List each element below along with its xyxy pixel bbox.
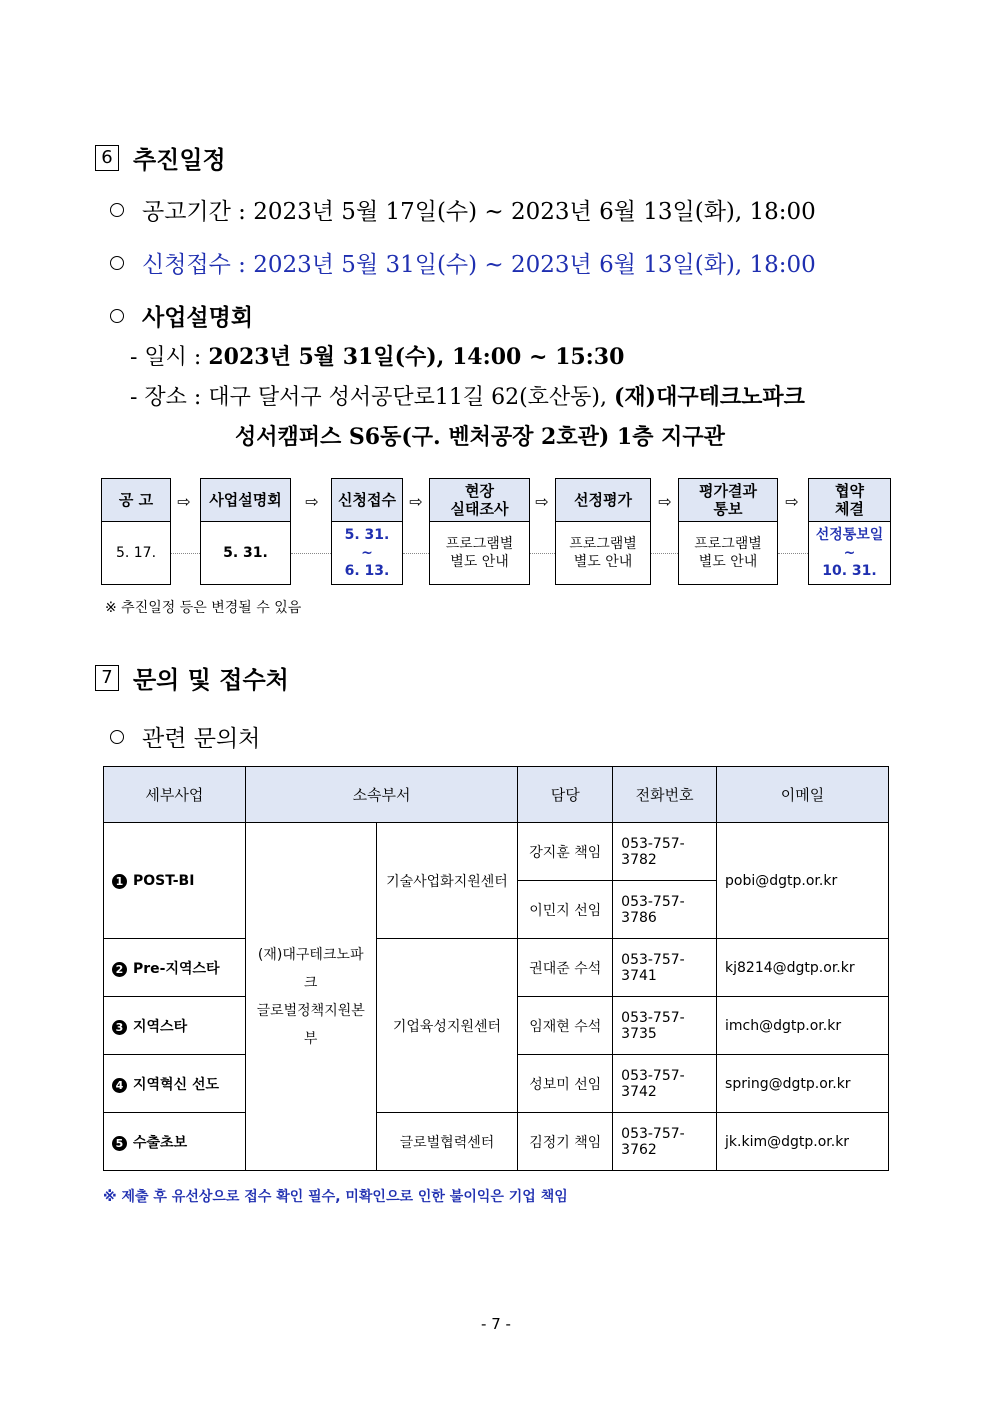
number-icon: 2: [112, 962, 127, 977]
contact-table: [103, 766, 889, 1171]
arrow-icon: ⇨: [535, 492, 549, 511]
table-row: 5 수출초보 글로벌협력센터 김정기 책임 053-757-3762 jk.kim@dgtp.or.kr: [104, 1113, 889, 1171]
section7-title-text: 문의 및 접수처: [133, 666, 289, 694]
section7-number: 7: [95, 665, 119, 691]
connector-line: [291, 553, 331, 554]
section6-number: 6: [95, 145, 119, 171]
table-row: 1 POST-BI (재)대구테크노파크 글로벌정책지원본부 기술사업화지원센터 강지훈 책임 053-757-3782 pobi@dgtp.or.kr: [104, 823, 889, 881]
flow-step-briefing: 사업설명회 5. 31.: [200, 478, 291, 585]
table-row: 3 지역스타 임재현 수석 053-757-3735 imch@dgtp.or.kr: [104, 997, 889, 1055]
flow-step-notice: 공 고 5. 17.: [101, 478, 171, 585]
bullet-icon: [110, 730, 124, 744]
flow-step-result: 평가결과 통보 프로그램별 별도 안내: [678, 478, 778, 585]
apply-period: 신청접수 : 2023년 5월 31일(수) ~ 2023년 6월 13일(화), 18:00: [110, 246, 816, 279]
briefing-title: 사업설명회: [110, 299, 253, 332]
program-cell: 1 POST-BI: [104, 823, 246, 939]
connector-line: [651, 553, 678, 554]
flow-note: ※ 추진일정 등은 변경될 수 있음: [105, 600, 302, 616]
arrow-icon: ⇨: [409, 492, 423, 511]
connector-line: [171, 553, 200, 554]
notice-period: 공고기간 : 2023년 5월 17일(수) ~ 2023년 6월 13일(화), 18:00: [110, 193, 816, 226]
connector-line: [778, 553, 808, 554]
page-number: - 7 -: [481, 1315, 511, 1333]
contact-subtitle: 관련 문의처: [110, 720, 260, 753]
flow-step-survey: 현장 실태조사 프로그램별 별도 안내: [429, 478, 530, 585]
program-cell: 3 지역스타: [104, 997, 246, 1055]
section6-title-text: 추진일정: [133, 146, 226, 174]
number-icon: 1: [112, 874, 127, 889]
bullet-icon: [110, 256, 124, 270]
bullet-icon: [110, 203, 124, 217]
number-icon: 5: [112, 1136, 127, 1151]
table-row: 4 지역혁신 선도 성보미 선임 053-757-3742 spring@dgtp.or.kr: [104, 1055, 889, 1113]
table-row: 이민지 선임 053-757-3786: [104, 881, 889, 939]
bullet-icon: [110, 309, 124, 323]
briefing-place-line2: 성서캠퍼스 S6동(구. 벤처공장 2호관) 1층 지구관: [235, 424, 725, 450]
flow-step-apply: 신청접수 5. 31. ~ 6. 13.: [331, 478, 403, 585]
briefing-date: - 일시 : 2023년 5월 31일(수), 14:00 ~ 15:30: [130, 344, 625, 370]
number-icon: 3: [112, 1020, 127, 1035]
section7-title: [95, 660, 289, 695]
arrow-icon: ⇨: [177, 492, 191, 511]
connector-line: [403, 553, 429, 554]
arrow-icon: ⇨: [658, 492, 672, 511]
section6-title: [95, 140, 226, 175]
briefing-place: - 장소 : 대구 달서구 성서공단로11길 62(호산동), (재)대구테크노파크: [130, 384, 805, 410]
flow-step-contract: 협약 체결 선정통보일 ~ 10. 31.: [808, 478, 891, 585]
program-cell: 5 수출초보: [104, 1113, 246, 1171]
table-header-row: 세부사업 소속부서 담당 전화번호 이메일: [104, 767, 889, 823]
number-icon: 4: [112, 1078, 127, 1093]
org-cell: (재)대구테크노파크 글로벌정책지원본부: [245, 823, 376, 1171]
arrow-icon: ⇨: [305, 492, 319, 511]
footnote: ※ 제출 후 유선상으로 접수 확인 필수, 미확인으로 인한 불이익은 기업 책임: [103, 1189, 568, 1205]
connector-line: [530, 553, 555, 554]
flow-step-evaluation: 선정평가 프로그램별 별도 안내: [555, 478, 651, 585]
arrow-icon: ⇨: [785, 492, 799, 511]
program-cell: 2 Pre-지역스타: [104, 939, 246, 997]
program-cell: 4 지역혁신 선도: [104, 1055, 246, 1113]
table-row: 2 Pre-지역스타 기업육성지원센터 권대준 수석 053-757-3741 kj8214@dgtp.or.kr: [104, 939, 889, 997]
